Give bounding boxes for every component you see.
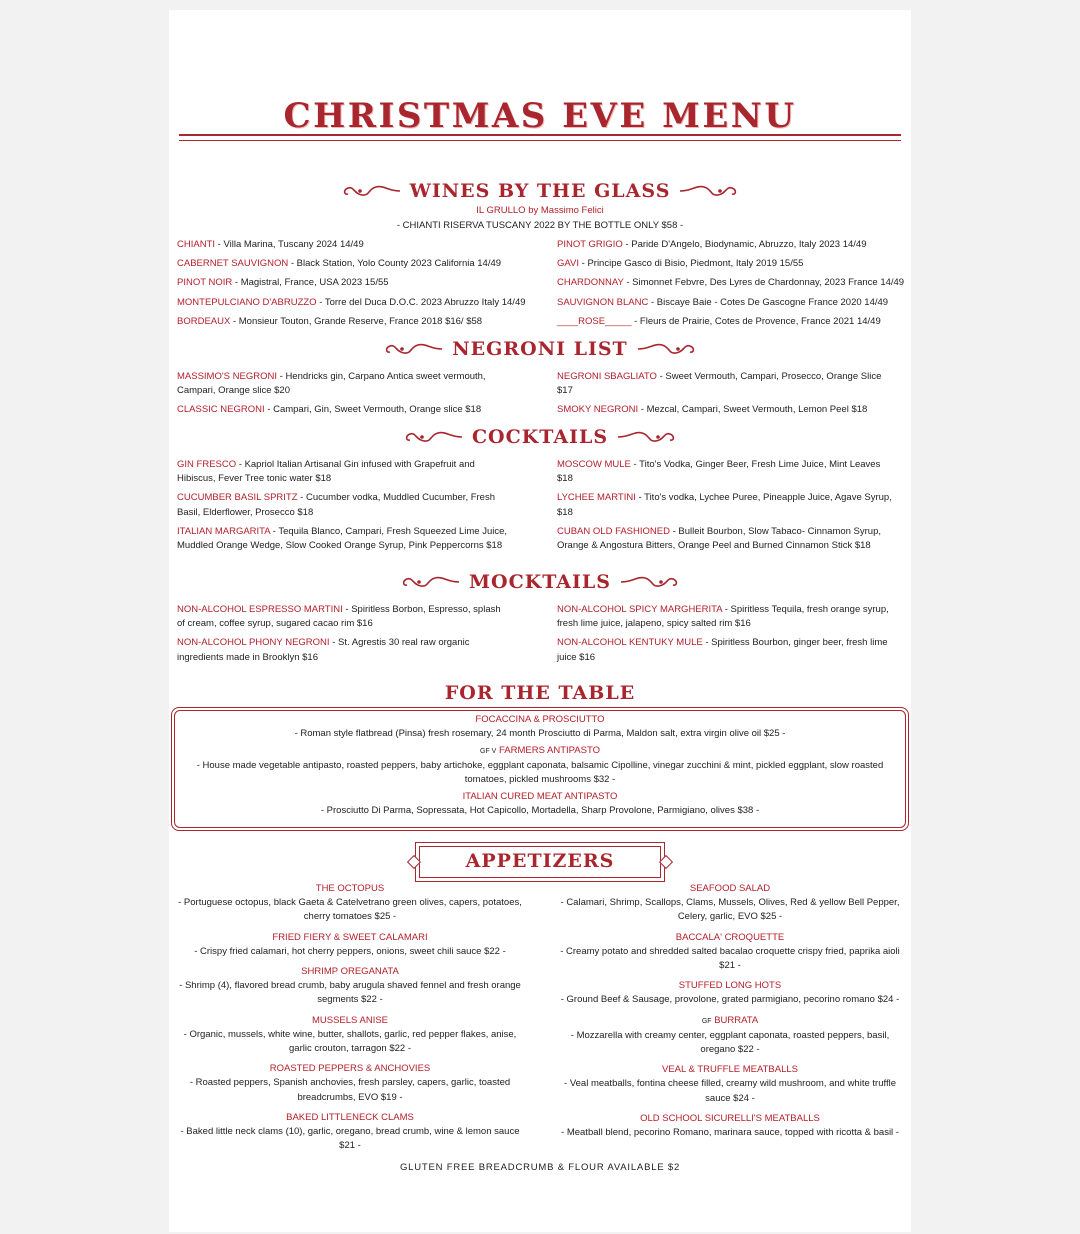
wines-right-column [557,238,907,334]
appetizers-heading: APPETIZERS [465,850,615,872]
negroni-section-header [169,338,911,362]
mocktails-left-column [177,603,507,670]
list-item: NEGRONI SBAGLIATO - Sweet Vermouth, Campari, Prosecco, Orange Slice $17 [557,371,882,397]
dietary-tag: GF [701,1017,712,1025]
list-item: LYCHEE MARTINI - Tito's vodka, Lychee Puree, Pineapple Juice, Agave Syrup, $18 [557,492,892,518]
list-item: BAKED LITTLENECK CLAMS - Baked little neck clams (10), garlic, oregano, bread crumb, wine & lemon sauce $21 - [180,1111,520,1152]
right-swirl-icon [619,574,681,590]
list-item: FOCACCINA & PROSCIUTTO - Roman style flatbread (Pinsa) fresh rosemary, 24 month Prosciutto di Parma, Maldon salt, extra virgin olive oil $25 - [294,714,786,739]
list-item: NON-ALCOHOL ESPRESSO MARTINI - Spiritless Borbon, Espresso, splash of cream, coffee syrup, sugared cacao rim $16 [177,604,501,630]
wines-section-header [169,180,911,204]
mocktails-heading: MOCKTAILS [468,571,612,593]
list-item: SAUVIGNON BLANC - Biscaye Baie - Cotes De Gascogne France 2020 14/49 [557,296,889,308]
list-item: STUFFED LONG HOTS - Ground Beef & Sausage, provolone, grated parmigiano, pecorino romano $24 - [560,980,900,1006]
list-item: CUCUMBER BASIL SPRITZ - Cucumber vodka, Muddled Cucumber, Fresh Basil, Elderflower, Prosecco $18 [177,492,496,518]
list-item: FRIED FIERY & SWEET CALAMARI - Crispy fried calamari, hot cherry peppers, onions, sweet chili sauce $22 - [194,931,506,957]
menu-title: CHRISTMAS EVE MENU [283,96,797,136]
wine-feature: IL GRULLO by Massimo Felici [476,205,604,216]
gluten-free-note: GLUTEN FREE BREADCRUMB & FLOUR AVAILABLE $2 [399,1162,681,1173]
list-item: PINOT GRIGIO - Paride D'Angelo, Biodynamic, Abruzzo, Italy 2023 14/49 [557,239,867,250]
wines-left-column [177,238,547,334]
list-item: SEAFOOD SALAD - Calamari, Shrimp, Scallops, Clams, Mussels, Olives, Red & yellow Bell Pepper, Celery, garlic, EVO $25 - [560,883,900,923]
mocktails-section-header [169,571,911,595]
table-items [169,713,911,818]
list-item: MOSCOW MULE - Tito's Vodka, Ginger Beer, Fresh Lime Juice, Mint Leaves $18 [557,459,881,485]
list-item: ROASTED PEPPERS & ANCHOVIES - Roasted peppers, Spanish anchovies, fresh parsley, capers, garlic, toasted breadcrumbs, EVO $19 - [189,1063,511,1103]
list-item: GIN FRESCO - Kapriol Italian Artisanal Gin infused with Grapefruit and Hibiscus, Fever Tree tonic water $18 [177,459,475,485]
cocktails-left-column [177,458,507,558]
list-item: GF V FARMERS ANTIPASTO - House made vegetable antipasto, roasted peppers, baby artichoke, eggplant caponata, balsamic Cipolline, vinegar zucchini & mint, pickled eggplant, slow roasted tomatoes, pickled mushrooms $32 - [196,745,884,785]
list-item: CHARDONNAY - Simonnet Febvre, Des Lyres de Chardonnay, 2023 France 14/49 [557,277,905,289]
list-item: VEAL & TRUFFLE MEATBALLS - Veal meatballs, fontina cheese filled, creamy wild mushroom, and white truffle sauce $24 - [564,1064,896,1104]
negroni-right-column [557,370,897,423]
list-item: MASSIMO'S NEGRONI - Hendricks gin, Carpano Antica sweet vermouth, Campari, Orange slice $20 [177,371,486,397]
list-item: MONTEPULCIANO D'ABRUZZO - Torre del Duca D.O.C. 2023 Abruzzo Italy 14/49 [177,296,526,308]
list-item: SHRIMP OREGANATA - Shrimp (4), flavored bread crumb, baby arugula shaved fennel and fresh orange segments $22 - [179,966,521,1006]
list-item: PINOT NOIR - Magistral, France, USA 2023 15/55 [177,277,389,289]
list-item: ____ROSE_____ - Fleurs de Prairie, Cotes de Provence, France 2021 14/49 [557,315,881,327]
right-swirl-icon [678,183,740,199]
right-swirl-icon [616,429,678,445]
title-divider [179,134,901,141]
left-swirl-icon [340,183,402,199]
wines-heading: WINES BY THE GLASS [409,180,671,202]
cocktails-right-column [557,458,892,558]
appetizers-section-header [169,850,911,872]
left-swirl-icon [399,574,461,590]
list-item: NON-ALCOHOL SPICY MARGHERITA - Spiritless Tequila, fresh orange syrup, fresh lime juice, jalapeno, spicy salted rim $16 [557,604,889,630]
list-item: BORDEAUX - Monsieur Touton, Grande Reserve, France 2018 $16/ $58 [177,315,483,327]
list-item: ITALIAN CURED MEAT ANTIPASTO - Prosciutto Di Parma, Sopressata, Hot Capicollo, Mortadella, Sharp Provolone, Parmigiano, olives $38 - [320,791,760,816]
list-item: NON-ALCOHOL PHONY NEGRONI - St. Agrestis 30 real raw organic ingredients made in Brooklyn $16 [177,637,470,663]
list-item: GF BURRATA - Mozzarella with creamy center, eggplant caponata, roasted peppers, basil, oregano $22 - [570,1014,890,1056]
negroni-heading: NEGRONI LIST [452,338,628,360]
dietary-tag: GF V [480,748,497,755]
negroni-left-column [177,370,517,423]
list-item: NON-ALCOHOL KENTUKY MULE - Spiritless Bourbon, ginger beer, fresh lime juice $16 [557,637,888,663]
right-swirl-icon [636,341,698,357]
table-section-header [169,682,911,704]
mocktails-right-column [557,603,892,670]
cocktails-section-header [169,426,911,450]
cocktails-heading: COCKTAILS [471,426,609,448]
list-item: MUSSELS ANISE - Organic, mussels, white wine, butter, shallots, garlic, red pepper flakes, anise, garlic crouton, tarragon $22 - [183,1014,517,1055]
list-item: CHIANTI - Villa Marina, Tuscany 2024 14/49 [177,239,364,250]
left-swirl-icon [402,429,464,445]
menu-page [169,10,911,1232]
list-item: THE OCTOPUS - Portuguese octopus, black Gaeta & Catelvetrano green olives, capers, potatoes, cherry tomatoes $25 - [178,883,522,923]
list-item: SMOKY NEGRONI - Mezcal, Campari, Sweet Vermouth, Lemon Peel $18 [557,404,868,416]
list-item: OLD SCHOOL SICURELLI'S MEATBALLS - Meatball blend, pecorino Romano, marinara sauce, topped with ricotta & basil - [561,1112,899,1139]
list-item: ITALIAN MARGARITA - Tequila Blanco, Campari, Fresh Squeezed Lime Juice, Muddled Orange Wedge, Slow Cooked Orange Syrup, Pink Peppercorns $18 [177,525,508,552]
left-swirl-icon [382,341,444,357]
table-heading: FOR THE TABLE [444,682,636,704]
appetizers-right-column [557,882,903,1146]
list-item: CABERNET SAUVIGNON - Black Station, Yolo County 2023 California 14/49 [177,258,502,270]
list-item: CUBAN OLD FASHIONED - Bulleit Bourbon, Slow Tabaco- Cinnamon Syrup, Orange & Angostura Bitters, Orange Peel and Burned Cinnamon Stick $18 [557,525,882,552]
appetizers-left-column [177,882,523,1159]
wine-bottle-note: - CHIANTI RISERVA TUSCANY 2022 BY THE BOTTLE ONLY $58 - [396,220,684,231]
list-item: BACCALA' CROQUETTE - Creamy potato and shredded salted bacalao croquette crispy fried, paprika aioli $21 - [560,931,900,972]
list-item: GAVI - Principe Gasco di Bisio, Piedmont, Italy 2019 15/55 [557,258,804,270]
list-item: CLASSIC NEGRONI - Campari, Gin, Sweet Vermouth, Orange slice $18 [177,404,482,416]
